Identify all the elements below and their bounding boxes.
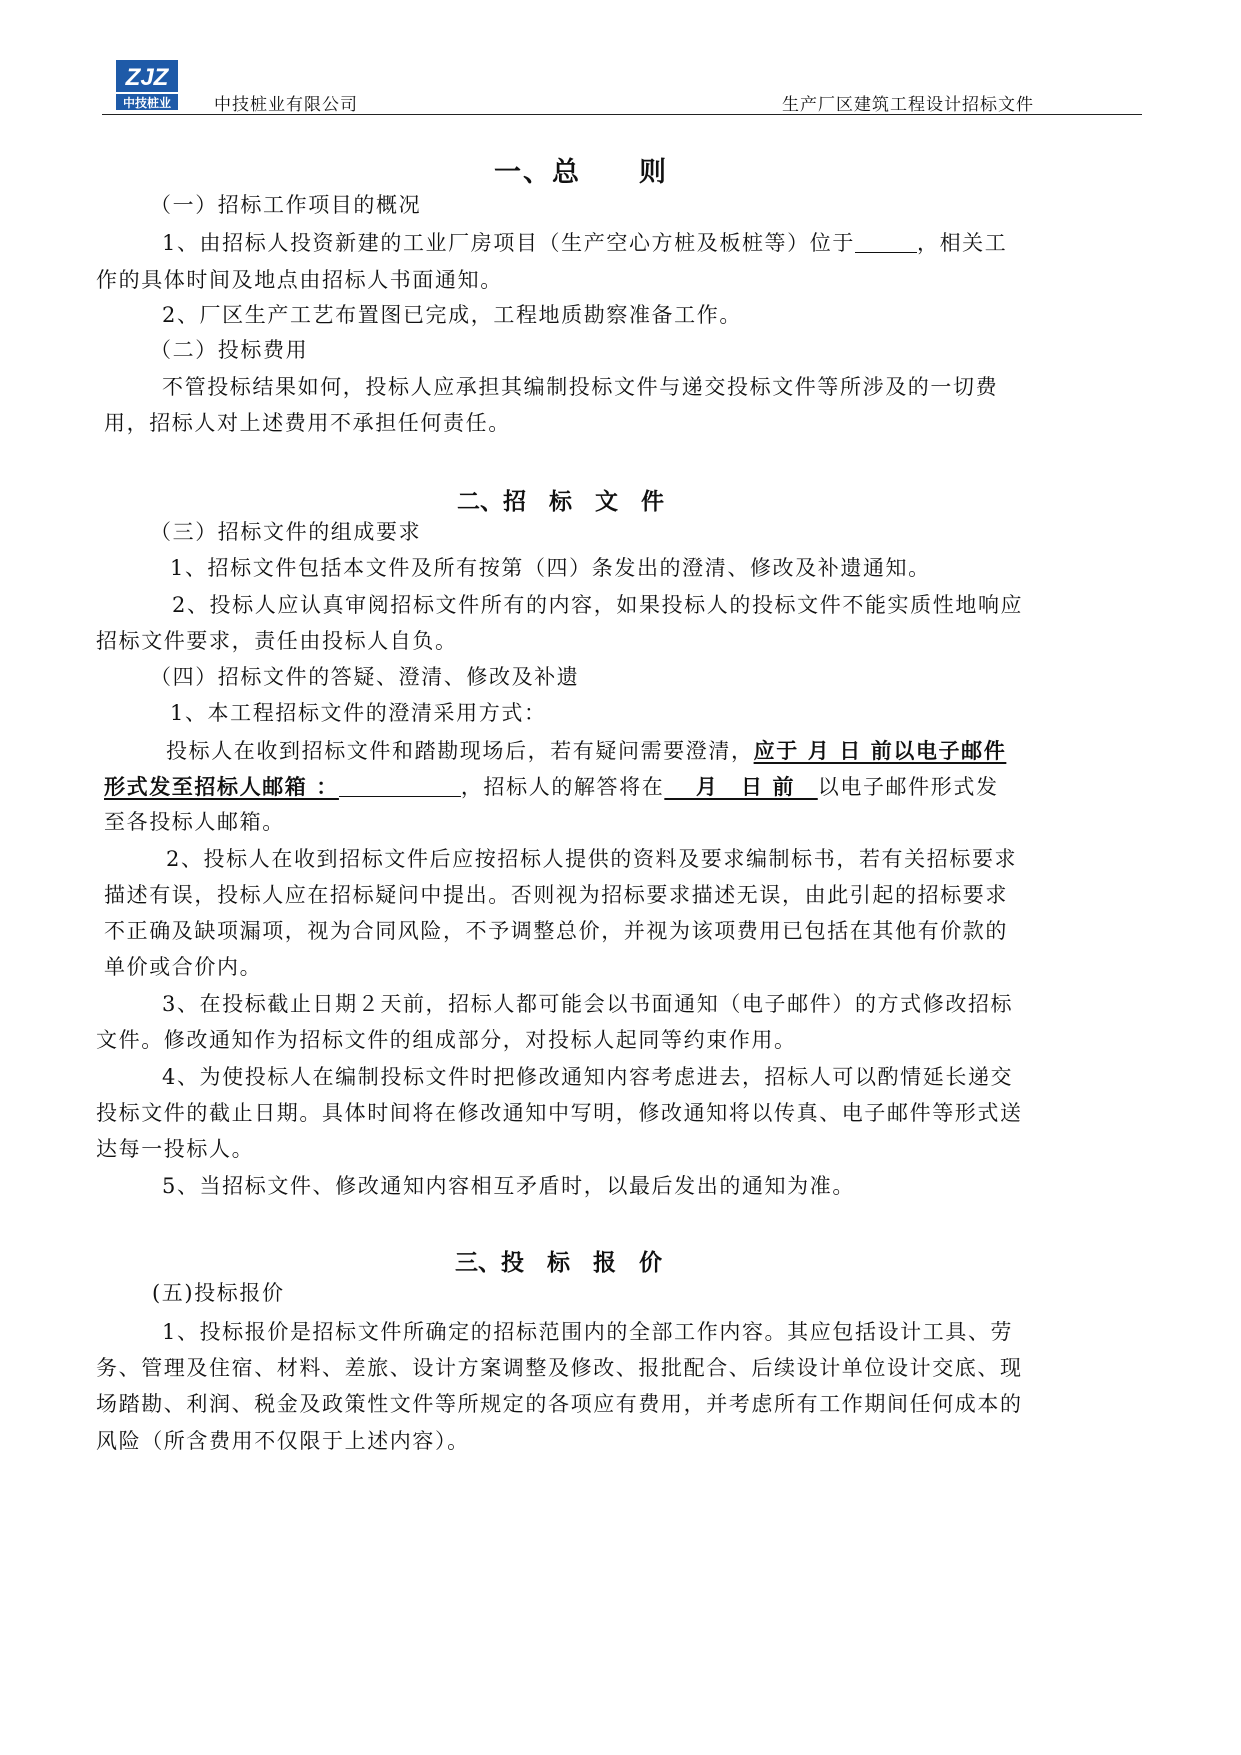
- s1-para-1c: 作的具体时间及地点由招标人书面通知。: [96, 268, 503, 292]
- page-header: [102, 54, 1142, 116]
- email-deadline-text: 应于 月 日 前以电子邮件: [753, 738, 1007, 763]
- s2-para-8b: 描述有误，投标人应在招标疑问中提出。否则视为招标要求描述无误，由此引起的招标要求: [104, 883, 1008, 907]
- s2-para-8c: 不正确及缺项漏项，视为合同风险，不予调整总价，并视为该项费用已包括在其他有价款的: [104, 919, 1008, 943]
- s2-para-5a: 2、投标人应认真审阅招标文件所有的内容，如果投标人的投标文件不能实质性地响应: [172, 593, 1024, 617]
- s2-para-5b: 招标文件要求，责任由投标人自负。: [96, 629, 458, 653]
- s1-para-1b: ，相关工: [916, 231, 1008, 255]
- s2-para-11: 5、当招标文件、修改通知内容相互矛盾时，以最后发出的通知为准。: [162, 1174, 855, 1198]
- s3-para-12d: 风险（所含费用不仅限于上述内容）。: [96, 1429, 470, 1453]
- s2-para-7f: 以电子邮件形式发: [817, 775, 999, 799]
- s2-para-10c: 达每一投标人。: [96, 1137, 255, 1161]
- section-2-title: 二、招 标 文 件: [457, 488, 664, 515]
- s1-sub-1: （一）招标工作项目的概况: [150, 193, 422, 217]
- logo-caption: 中技桩业: [122, 96, 172, 110]
- s2-para-9b: 文件。修改通知作为招标文件的组成部分，对投标人起同等约束作用。: [96, 1028, 797, 1052]
- s1-para-3a: 不管投标结果如何，投标人应承担其编制投标文件与递交投标文件等所涉及的一切费: [162, 375, 999, 399]
- s1-para-2: 2、厂区生产工艺布置图已完成，工程地质勘察准备工作。: [162, 303, 742, 327]
- s2-sub-4: （四）招标文件的答疑、澄清、修改及补遗: [150, 665, 580, 689]
- s2-sub-3: （三）招标文件的组成要求: [150, 520, 422, 544]
- s1-para-1a: 1、由招标人投资新建的工业厂房项目（生产空心方桩及板桩等）位于: [162, 231, 855, 255]
- s2-para-7-line-2: [104, 776, 999, 798]
- header-rule: [102, 114, 1142, 115]
- header-company: 中技桩业有限公司: [214, 95, 358, 115]
- s1-para-1: [162, 233, 1007, 254]
- email-blank: [339, 778, 461, 797]
- s3-para-12a: 1、投标报价是招标文件所确定的招标范围内的全部工作内容。其应包括设计工具、劳: [162, 1320, 1014, 1344]
- s2-para-7g: 至各投标人邮箱。: [104, 810, 285, 834]
- s2-para-10b: 投标文件的截止日期。具体时间将在修改通知中写明，修改通知将以传真、电子邮件等形式送: [96, 1101, 1023, 1125]
- s2-para-8a: 2、投标人在收到招标文件后应按招标人提供的资料及要求编制标书，若有关招标要求: [166, 847, 1018, 871]
- s3-para-12b: 务、管理及住宿、材料、差旅、设计方案调整及修改、报批配合、后续设计单位设计交底、现: [96, 1356, 1023, 1380]
- s1-para-3b: 用，招标人对上述费用不承担任何责任。: [104, 411, 511, 435]
- s2-para-7a: 投标人在收到招标文件和踏勘现场后，若有疑问需要澄清，: [166, 739, 754, 763]
- s2-para-8d: 单价或合价内。: [104, 955, 263, 979]
- s2-para-10a: 4、为使投标人在编制投标文件时把修改通知内容考虑进去，招标人可以酌情延长递交: [162, 1065, 1014, 1089]
- answer-date-text: 月 日 前: [664, 774, 818, 799]
- s2-para-9a: 3、在投标截止日期２天前，招标人都可能会以书面通知（电子邮件）的方式修改招标: [162, 992, 1014, 1016]
- header-doc-title: 生产厂区建筑工程设计招标文件: [782, 95, 1034, 115]
- logo-mark: ZJZ: [125, 64, 169, 91]
- s1-sub-2: （二）投标费用: [150, 338, 309, 362]
- s2-para-4: 1、招标文件包括本文件及所有按第（四）条发出的澄清、修改及补遗通知。: [170, 556, 931, 580]
- company-logo: [116, 60, 178, 110]
- s3-para-12c: 场踏勘、利润、税金及政策性文件等所规定的各项应有费用，并考虑所有工作期间任何成本的: [96, 1392, 1023, 1416]
- s3-sub-5: (五)投标报价: [152, 1281, 285, 1305]
- email-recipient-label: 形式发至招标人邮箱 ：: [104, 774, 339, 799]
- s2-para-7-line-1: [166, 740, 1006, 762]
- section-3-title: 三、投 标 报 价: [455, 1249, 662, 1276]
- location-blank: [855, 234, 917, 253]
- section-1-title: 一、总 则: [494, 157, 668, 188]
- s2-para-7d: ，招标人的解答将在: [460, 775, 665, 799]
- s2-para-6: 1、本工程招标文件的澄清采用方式：: [170, 701, 547, 725]
